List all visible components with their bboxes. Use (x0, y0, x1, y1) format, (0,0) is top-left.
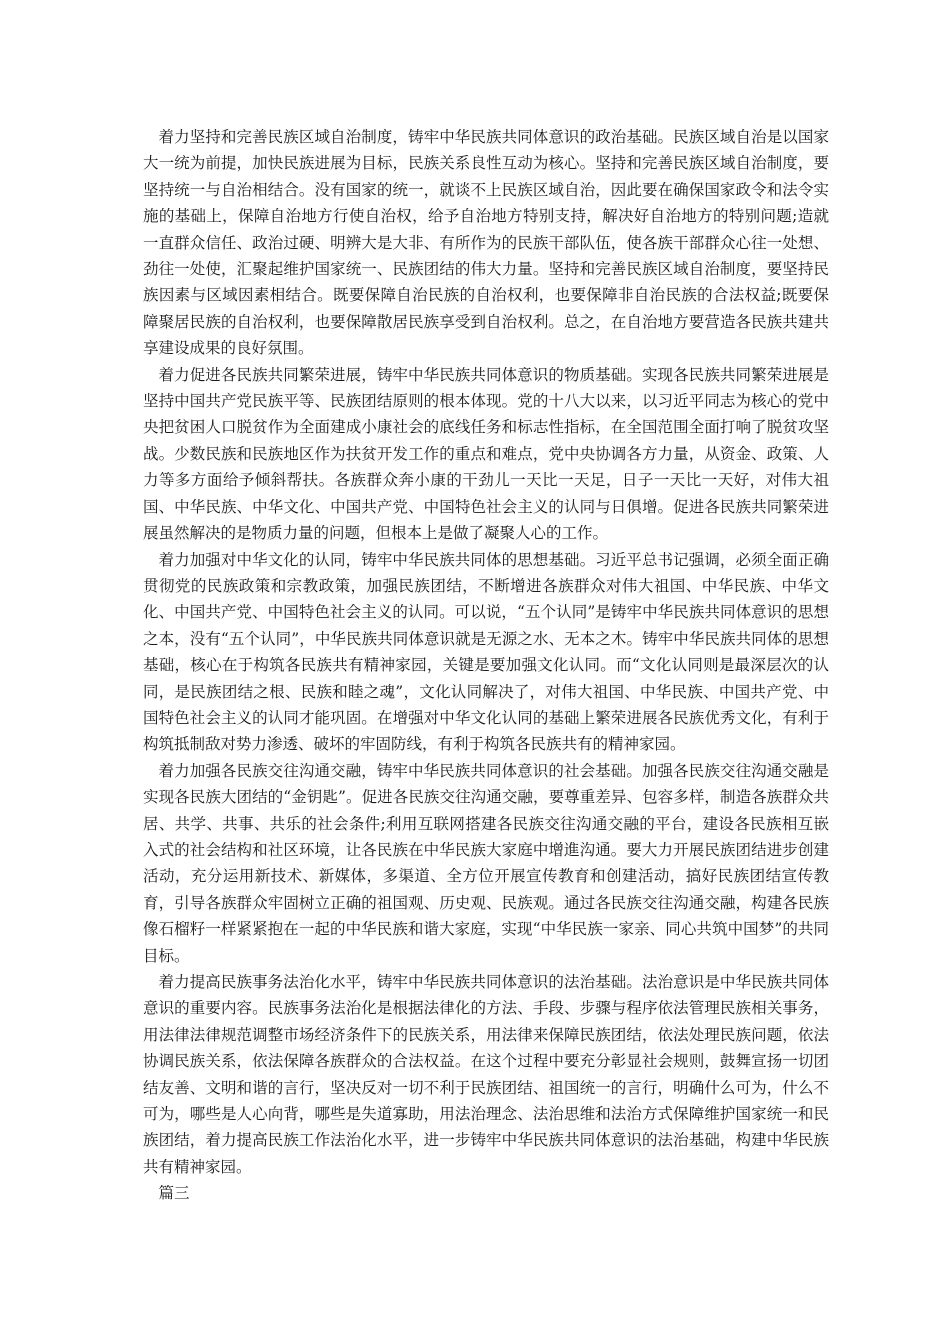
paragraph-rule-of-law: 着力提高民族事务法治化水平，铸牢中华民族共同体意识的法治基础。法治意识是中华民族共同体意识的重要内容。民族事务法治化是根据法律化的方法、手段、步骤与程序依法管理民族相关事务，用法律法律规范调整市场经济条件下的民族关系，用法律来保障民族团结，依法处理民族问题，依法协调民族关系，依法保障各族群众的合法权益。在这个过程中要充分彰显社会规则，鼓舞宣扬一切团结友善、文明和谐的言行，坚决反对一切不利于民族团结、祖国统一的言行，明确什么可为，什么不可为，哪些是人心向背，哪些是失道寡助，用法治理念、法治思维和法治方式保障维护国家统一和民族团结，着力提高民族工作法治化水平，进一步铸牢中华民族共同体意识的法治基础，构建中华民族共有精神家园。 (143, 973, 829, 1176)
paragraph-cultural-identity: 着力加强对中华文化的认同，铸牢中华民族共同体的思想基础。习近平总书记强调，必须全面正确贯彻党的民族政策和宗教政策，加强民族团结，不断增进各族群众对伟大祖国、中华民族、中华文化、中国共产党、中国特色社会主义的认同。可以说，“五个认同”是铸牢中华民族共同体意识的思想之本，没有“五个认同”，中华民族共同体意识就是无源之水、无本之木。铸牢中华民族共同体的思想基础，核心在于构筑各民族共有精神家园，关键是要加强文化认同。而“文化认同则是最深层次的认同，是民族团结之根、民族和睦之魂”，文化认同解决了，对伟大祖国、中华民族、中国共产党、中国特色社会主义的认同才能巩固。在增强对中华文化认同的基础上繁荣进展各民族优秀文化，有利于构筑抵制敌对势力渗透、破坏的牢固防线，有利于构筑各民族共有的精神家园。 (143, 550, 829, 754)
document-page (143, 124, 829, 1207)
paragraph-ethnic-exchange: 着力加强各民族交往沟通交融，铸牢中华民族共同体意识的社会基础。加强各民族交往沟通交融是实现各民族大团结的“金钥匙”。促进各民族交往沟通交融，要尊重差异、包容多样，制造各族群众共居、共学、共事、共乐的社会条件;利用互联网搭建各民族交往沟通交融的平台，建设各民族相互嵌入式的社会结构和社区环境，让各民族在中华民族大家庭中增進沟通。要大力开展民族团结进步创建活动，充分运用新技术、新媒体，多渠道、全方位开展宣传教育和创建活动，搞好民族团结宣传教育，引导各族群众牢固树立正确的祖国观、历史观、民族观。通过各民族交往沟通交融，构建各民族像石榴籽一样紧紧抱在一起的中华民族和谐大家庭，实现“中华民族一家亲、同心共筑中国梦”的共同目标。 (143, 761, 829, 965)
paragraph-regional-autonomy: 着力坚持和完善民族区域自治制度，铸牢中华民族共同体意识的政治基础。民族区域自治是以国家大一统为前提，加快民族进展为目标，民族关系良性互动为核心。坚持和完善民族区域自治制度，要坚持统一与自治相结合。没有国家的统一，就谈不上民族区域自治，因此要在确保国家政令和法令实施的基础上，保障自治地方行使自治权，给予自治地方特别支持，解决好自治地方的特别问题;造就一直群众信任、政治过硬、明辨大是大非、有所作为的民族干部队伍，使各族干部群众心往一处想、劲往一处使，汇聚起维护国家统一、民族团结的伟大力量。坚持和完善民族区域自治制度，要坚持民族因素与区域因素相结合。既要保障自治民族的自治权利，也要保障非自治民族的合法权益;既要保障聚居民族的自治权利，也要保障散居民族享受到自治权利。总之，在自治地方要营造各民族共建共享建设成果的良好氛围。 (143, 128, 829, 358)
section-label: 篇三 (158, 1184, 190, 1203)
paragraph-common-prosperity: 着力促进各民族共同繁荣进展，铸牢中华民族共同体意识的物质基础。实现各民族共同繁荣进展是坚持中国共产党民族平等、民族团结原则的根本体现。党的十八大以来，以习近平同志为核心的党中央把贫困人口脱贫作为全面建成小康社会的底线任务和标志性指标，在全国范围全面打响了脱贫攻坚战。少数民族和民族地区作为扶贫开发工作的重点和难点，党中央协调各方力量，从资金、政策、人力等多方面给予倾斜帮扶。各族群众奔小康的干劲儿一天比一天足，日子一天比一天好，对伟大祖国、中华民族、中华文化、中国共产党、中国特色社会主义的认同与日俱增。促进各民族共同繁荣进展虽然解决的是物质力量的问题，但根本上是做了凝聚人心的工作。 (143, 365, 829, 543)
